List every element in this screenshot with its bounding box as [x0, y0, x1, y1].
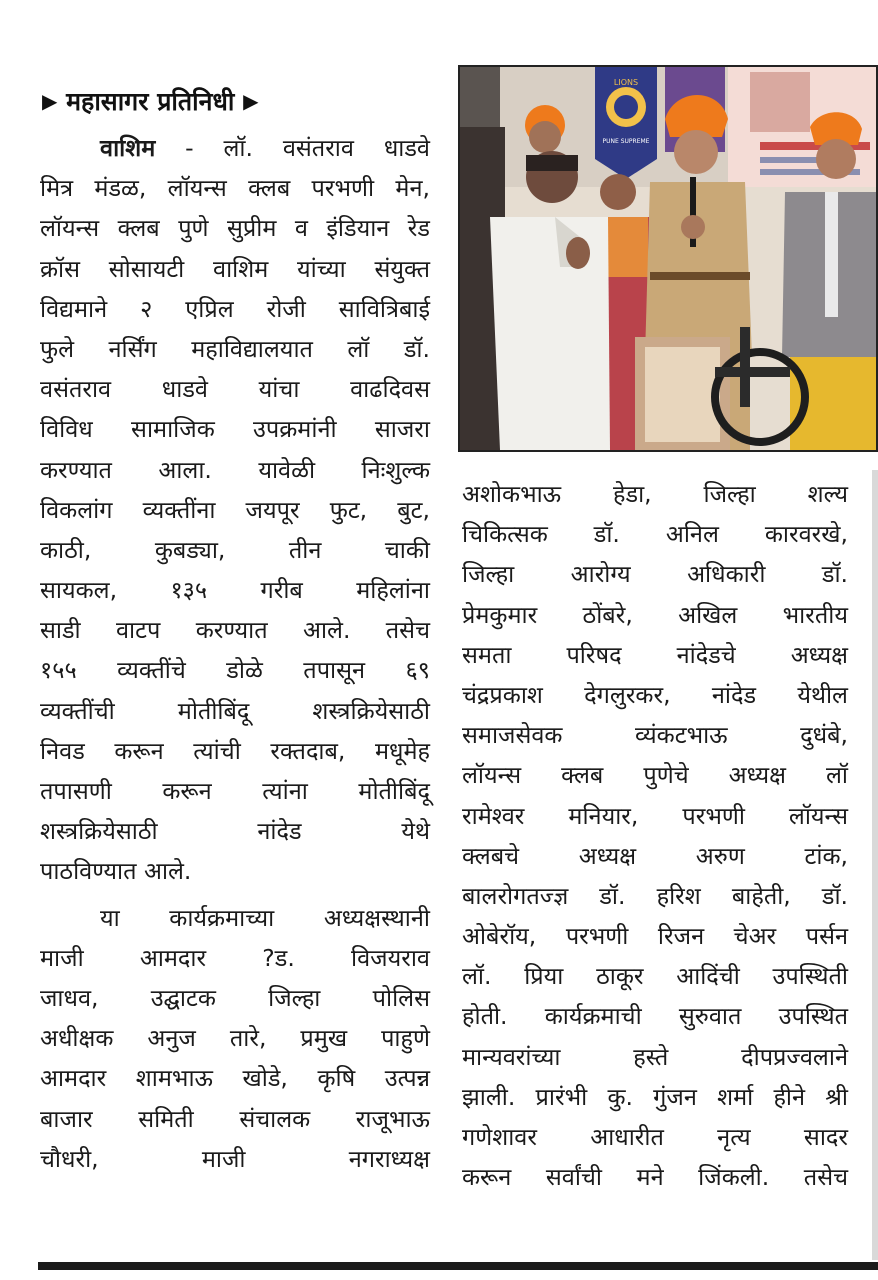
bottom-rule — [38, 1262, 878, 1270]
text-line: निवड करून त्यांची रक्तदाब, मधूमेह — [40, 736, 430, 765]
byline — [42, 84, 258, 118]
text-line: करण्यात आला. यावेळी निःशुल्क — [40, 455, 430, 484]
event-photo — [458, 65, 878, 452]
byline-marker-left: ▶ — [42, 89, 58, 113]
text-line: साडी वाटप करण्यात आले. तसेच — [40, 616, 430, 645]
text-line: आमदार शामभाऊ खोडे, कृषि उत्पन्न — [40, 1064, 430, 1093]
text-line: झाली. प्रारंभी कु. गुंजन शर्मा हीने श्री — [462, 1082, 848, 1111]
byline-marker-right: ▶ — [243, 89, 259, 113]
text-line: लॉयन्स क्लब पुणे सुप्रीम व इंडियान रेड — [40, 214, 430, 243]
text-line: मान्यवरांच्या हस्ते दीपप्रज्वलाने — [462, 1042, 848, 1071]
text-line: काठी, कुबड्या, तीन चाकी — [40, 535, 430, 564]
text-line: रामेश्वर मनियार, परभणी लॉयन्स — [462, 801, 848, 830]
text-line: व्यक्तींची मोतीबिंदू शस्त्रक्रियेसाठी — [40, 696, 430, 725]
article-column-right — [462, 474, 848, 1197]
text-line: समता परिषद नांदेडचे अध्यक्ष — [462, 640, 848, 669]
text-line: अधीक्षक अनुज तारे, प्रमुख पाहुणे — [40, 1024, 430, 1053]
article-column-left — [40, 128, 430, 1179]
text-line: जिल्हा आरोग्य अधिकारी डॉ. — [462, 560, 848, 589]
text-line: क्लबचे अध्यक्ष अरुण टांक, — [462, 841, 848, 870]
text-line: लॉयन्स क्लब पुणेचे अध्यक्ष लॉ — [462, 761, 848, 790]
text-line-rest: - लॉ. वसंतराव धाडवे — [155, 134, 430, 162]
text-line: प्रेमकुमार ठोंबरे, अखिल भारतीय — [462, 600, 848, 629]
text-line: पाठविण्यात आले. — [40, 857, 192, 886]
svg-text:PUNE SUPREME: PUNE SUPREME — [602, 138, 650, 145]
text-line: अशोकभाऊ हेडा, जिल्हा शल्य — [462, 480, 848, 508]
text-line: करून सर्वांची मने जिंकली. तसेच — [462, 1163, 848, 1192]
text-line: लॉ. प्रिया ठाकूर आदिंची उपस्थिती — [462, 962, 848, 991]
text-line: जाधव, उद्घाटक जिल्हा पोलिस — [40, 983, 430, 1012]
text-line: सायकल, १३५ गरीब महिलांना — [40, 576, 430, 605]
text-line: विकलांग व्यक्तींना जयपूर फुट, बुट, — [40, 495, 430, 524]
text-line: क्रॉस सोसायटी वाशिम यांच्या संयुक्त — [40, 254, 430, 283]
text-line: विद्यमाने २ एप्रिल रोजी सावित्रिबाई — [40, 294, 430, 323]
text-line: बालरोगतज्ज्ञ डॉ. हरिश बाहेती, डॉ. — [462, 881, 848, 910]
dateline-place: वाशिम — [100, 134, 156, 162]
svg-text:LIONS: LIONS — [613, 78, 639, 87]
text-line: बाजार समिती संचालक राजूभाऊ — [40, 1104, 430, 1133]
page-edge — [872, 470, 878, 1260]
text-line: होती. कार्यक्रमाची सुरुवात उपस्थित — [462, 1002, 848, 1031]
text-line: चंद्रप्रकाश देगलुरकर, नांदेड येथील — [462, 680, 848, 709]
text-line — [40, 128, 430, 168]
text-line: विविध सामाजिक उपक्रमांनी साजरा — [40, 415, 430, 444]
text-line: गणेशावर आधारीत नृत्य सादर — [462, 1123, 848, 1151]
text-line: मित्र मंडळ, लॉयन्स क्लब परभणी मेन, — [40, 174, 430, 203]
text-line: वसंतराव धाडवे यांचा वाढदिवस — [40, 375, 430, 404]
text-line: माजी आमदार ?ड. विजयराव — [40, 943, 430, 972]
text-line: ओबेरॉय, परभणी रिजन चेअर पर्सन — [462, 922, 848, 951]
text-line: चिकित्सक डॉ. अनिल कारवरखे, — [462, 520, 848, 549]
text-line: तपासणी करून त्यांना मोतीबिंदू — [40, 777, 430, 805]
text-line: शस्त्रक्रियेसाठी नांदेड येथे — [40, 817, 430, 846]
text-line: चौधरी, माजी नगराध्यक्ष — [40, 1144, 430, 1173]
text-line: समाजसेवक व्यंकटभाऊ दुधंबे, — [462, 721, 848, 750]
text-line: या कार्यक्रमाच्या अध्यक्षस्थानी — [100, 903, 430, 932]
byline-text: महासागर प्रतिनिधी — [66, 87, 235, 116]
lions-banner — [595, 67, 657, 179]
text-line: फुले नर्सिंग महाविद्यालयात लॉ डॉ. — [40, 334, 430, 363]
text-line: १५५ व्यक्तींचे डोळे तपासून ६९ — [40, 656, 430, 685]
